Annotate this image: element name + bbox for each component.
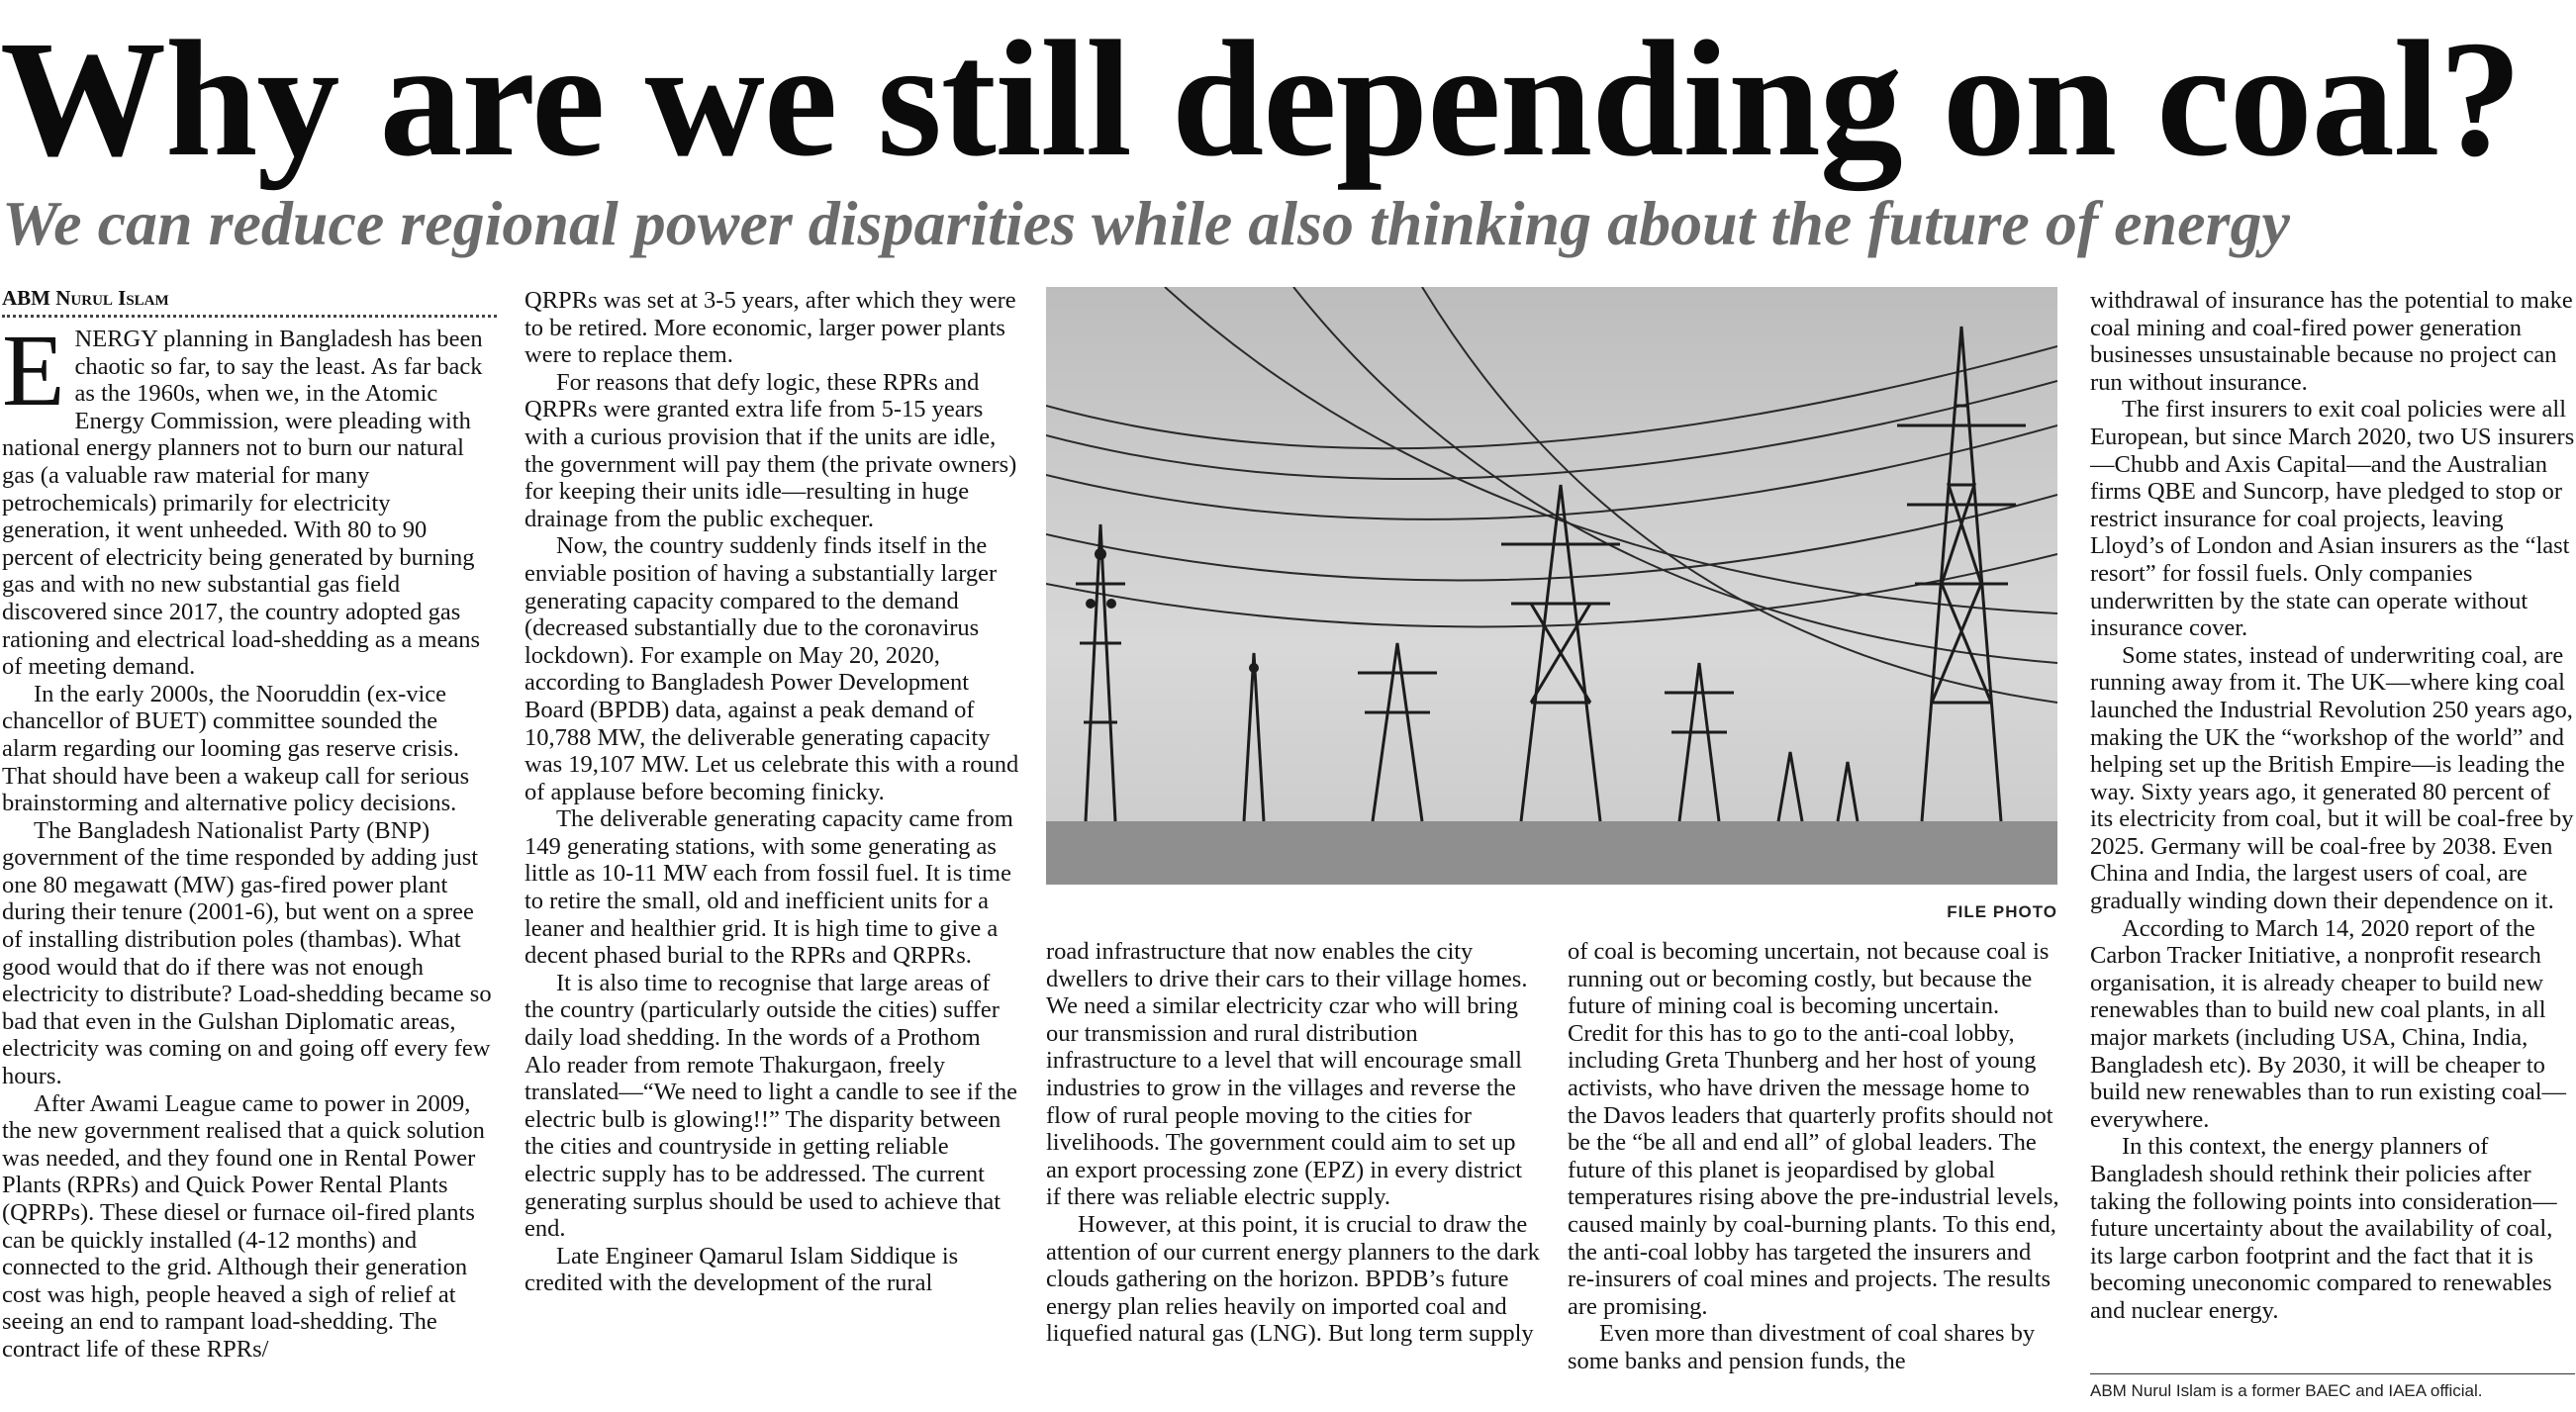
article-paragraph: For reasons that defy logic, these RPRs and QRPRs were granted extra life from 5-15 years with a curious provision that if the units are idle, the government will pay them (the private owners) for keeping their units idle—resulting in huge drainage from the public exchequer. bbox=[525, 368, 1017, 532]
photo-credit: FILE PHOTO bbox=[1947, 902, 2057, 921]
article-paragraph: The first insurers to exit coal policies were all European, but since March 2020, two US insurers—Chubb and Axis Capital—and the Australian firms QBE and Suncorp, have pledged to stop or restrict insurance for coal projects, leaving Lloyd’s of London and Asian insurers as the “last resort” for fossil fuels. Only companies underwritten by the state can operate without insurance cover. bbox=[2090, 396, 2575, 642]
byline-divider bbox=[2, 315, 497, 318]
article-paragraph: In this context, the energy planners of Bangladesh should rethink their policies after taking the following points into consideration—future uncertainty about the availability of coal, its large carbon footprint and the fact that it is becoming uneconomic compared to renewables and nuclear energy. bbox=[2090, 1133, 2557, 1324]
byline: ABM Nurul Islam bbox=[2, 286, 169, 310]
power-transmission-towers-photo bbox=[1046, 287, 2057, 885]
drop-cap: E bbox=[2, 314, 65, 427]
headline: Why are we still depending on coal? bbox=[0, 7, 2522, 191]
article-paragraph: of coal is becoming uncertain, not because coal is running out or becoming costly, but because the future of mining coal is becoming uncertain. Credit for this has to go to the anti-coal lobby, including Greta Thunberg and her host of young activists, who have driven the message home to the Davos leaders that quarterly profits should not be the “be all and end all” of global leaders. The future of this planet is jeopardised by global temperatures rising above the pre-industrial levels, caused mainly by coal-burning plants. To this end, the anti-coal lobby has targeted the insurers and re-insurers of coal mines and projects. The results are promising. bbox=[1568, 938, 2059, 1320]
article-paragraph: withdrawal of insurance has the potential to make coal mining and coal-fired power generation businesses unsustainable because no project can run without insurance. bbox=[2090, 287, 2573, 396]
article-paragraph: According to March 14, 2020 report of the Carbon Tracker Initiative, a nonprofit research organisation, it is already cheaper to build new renewables than to build new coal plants, in all major markets (including USA, China, India, Bangladesh etc). By 2030, it will be cheaper to build new renewables than to run existing coal—everywhere. bbox=[2090, 914, 2567, 1133]
article-column-1 bbox=[2, 283, 497, 1408]
article-paragraph: ENERGY planning in Bangladesh has been chaotic so far, to say the least. As far back as the 1960s, when we, in the Atomic Energy Commission, were pleading with national energy planners not to burn our natural gas (a valuable raw material for many petrochemicals) primarily for electricity generation, it went unheeded. With 80 to 90 percent of electricity being generated by burning gas and with no new substantial gas field discovered since 2017, the country adopted gas rationing and electrical load-shedding as a means of meeting demand. bbox=[2, 314, 483, 681]
article-paragraph: The Bangladesh Nationalist Party (BNP) government of the time responded by adding just one 80 megawatt (MW) gas-fired power plant during their tenure (2001-6), but went on a spree of installing distribution poles (thambas). What good would that do if there was not enough electricity to distribute? Load-shedding became so bad that even in the Gulshan Diplomatic areas, electricity was coming on and going off every few hours. bbox=[2, 816, 492, 1090]
article-photo bbox=[1046, 287, 2057, 885]
article-paragraph: It is also time to recognise that large areas of the country (particularly outside the cities) suffer daily load shedding. In the words of a Prothom Alo reader from remote Thakurgaon, freely translated—“We need to light a candle to see if the electric bulb is glowing!!” The disparity between the cities and countryside in getting reliable electric supply has to be addressed. The current generating surplus should be used to achieve that end. bbox=[525, 969, 1018, 1243]
author-footnote: ABM Nurul Islam is a former BAEC and IAEA official. bbox=[2090, 1381, 2483, 1400]
article-paragraph: Some states, instead of underwriting coal, are running away from it. The UK—where king coal launched the Industrial Revolution 250 years ago, making the UK the “workshop of the world” and helping set up the British Empire—is leading the way. Sixty years ago, it generated 80 percent of its electricity from coal, but it will be coal-free by 2025. Germany will be coal-free by 2038. Even China and India, the largest users of coal, are gradually winding down their dependence on it. bbox=[2090, 641, 2574, 915]
article-paragraph: In the early 2000s, the Nooruddin (ex-vice chancellor of BUET) committee sounded the alarm regarding our looming gas reserve crisis. That should have been a wakeup call for serious brainstorming and alternative policy decisions. bbox=[2, 680, 470, 817]
article-column-2 bbox=[525, 287, 1019, 1412]
article-paragraph: After Awami League came to power in 2009, the new government realised that a quick solution was needed, and they found one in Rental Power Plants (RPRs) and Quick Power Rental Plants (QPRPs). These diesel or furnace oil-fired plants can be quickly installed (4-12 months) and connected to the grid. Although their generation cost was high, people heaved a sigh of relief at seeing an end to rampant load-shedding. The contract life of these RPRs/ bbox=[2, 1089, 485, 1363]
article-paragraph: The deliverable generating capacity came from 149 generating stations, with some generating as little as 10-11 MW each from fossil fuel. It is time to retire the small, old and inefficient units for a leaner and healthier grid. It is high time to give a decent phased burial to the RPRs and QRPRs. bbox=[525, 805, 1013, 970]
subheadline: We can reduce regional power disparities while also thinking about the future of energy bbox=[2, 188, 2290, 258]
article-column-3 bbox=[1046, 938, 1541, 1408]
article-column-4 bbox=[1568, 938, 2062, 1408]
article-column-5 bbox=[2090, 287, 2575, 1412]
article-paragraph: Late Engineer Qamarul Islam Siddique is credited with the development of the rural bbox=[525, 1242, 959, 1297]
footnote-divider bbox=[2090, 1373, 2575, 1374]
article-paragraph: Now, the country suddenly finds itself in the enviable position of having a substantially larger generating capacity compared to the demand (decreased substantially due to the coronavirus lockdown). For example on May 20, 2020, according to Bangladesh Power Development Board (BPDB) data, against a peak demand of 10,788 MW, the deliverable generating capacity was 19,107 MW. Let us celebrate this with a round of applause before becoming finicky. bbox=[525, 532, 1019, 805]
article-paragraph: Even more than divestment of coal shares by some banks and pension funds, the bbox=[1568, 1320, 2036, 1374]
article-paragraph: However, at this point, it is crucial to draw the attention of our current energy planners to the dark clouds gathering on the horizon. BPDB’s future energy plan relies heavily on imported coal and liquefied natural gas (LNG). But long term supply bbox=[1046, 1210, 1540, 1348]
article-paragraph: road infrastructure that now enables the city dwellers to drive their cars to their village homes. We need a similar electricity czar who will bring our transmission and rural distribution infrastructure to a level that will encourage small industries to grow in the villages and reverse the flow of rural people moving to the cities for livelihoods. The government could aim to set up an export processing zone (EPZ) in every district if there was reliable electric supply. bbox=[1046, 938, 1528, 1211]
article-paragraph: QRPRs was set at 3-5 years, after which they were to be retired. More economic, larger power plants were to replace them. bbox=[525, 287, 1016, 369]
